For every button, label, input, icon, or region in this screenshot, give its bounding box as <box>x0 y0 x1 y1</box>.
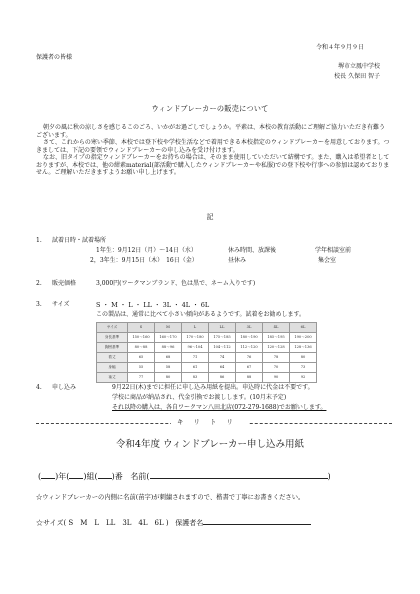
size-chart-cell: 128〜136 <box>290 343 317 353</box>
size-chart-cell: 150〜160 <box>128 333 155 343</box>
size-chart-cell: 71 <box>182 353 209 363</box>
size-chart-cell: 着丈 <box>97 353 128 363</box>
size-note: この製品は、通常に比べて小さい傾向があるようです。試着をお勧めします。 <box>96 311 306 318</box>
size-chart-cell: LL <box>209 323 236 333</box>
item-number: 4. <box>36 384 42 391</box>
class-blank[interactable] <box>69 478 83 479</box>
size-chart-row <box>97 333 317 343</box>
size-chart-cell: 70 <box>263 363 290 373</box>
size-chart-cell: 80〜88 <box>128 343 155 353</box>
size-chart-row <box>97 363 317 373</box>
name-blank[interactable] <box>150 478 328 479</box>
size-chart-cell: 58 <box>155 363 182 373</box>
size-select-row <box>36 519 311 528</box>
size-chart-cell: 74 <box>209 353 236 363</box>
fitting-place-2: 集会室 <box>318 257 337 264</box>
intro-text <box>36 124 390 177</box>
size-chart-table <box>96 322 317 383</box>
intro-paragraph: なお、旧タイプの指定ウィンドブレーカーをお持ちの場合は、そのまま使用していただいて結構です。また、購入は希望者としておりますが、本校では、他の紺素material(部活動で購入したウィンドブレーカーや私服)での登下校や行事への参加は認めておりません。ご理解いただきますようお願い申し上げます。 <box>36 154 390 176</box>
application-line: 9月22日(木)までに担任に申し込み用紙を提出。申込時に代金は不要です。 <box>112 384 314 391</box>
fitting-grade-2: 2，3年生：9月15日（木） 16日（金） <box>90 257 198 264</box>
size-chart-cell: 90 <box>263 373 290 383</box>
size-chart-cell: 3L <box>236 323 263 333</box>
application-line: それ以降の購入は、各自ワークマン八田北店(072-279-1688)でお願いします。 <box>112 404 327 411</box>
grade-label: 年 <box>58 472 67 481</box>
form-title: 令和4年度 ウィンドブレーカー申し込み用紙 <box>115 439 305 450</box>
item-number: 1. <box>36 237 42 244</box>
size-chart-cell: 80 <box>155 373 182 383</box>
size-chart-cell: L <box>182 323 209 333</box>
class-label: 組 <box>86 472 95 481</box>
size-chart-cell: 112〜120 <box>236 343 263 353</box>
principal-name: 校長 久保田 智子 <box>334 73 380 80</box>
application-line: 学校に商品が納品され、代金引換でお渡しします。(10月末予定) <box>112 394 287 401</box>
size-chart-cell: 92 <box>290 373 317 383</box>
size-chart-cell: 64 <box>209 363 236 373</box>
guardian-label: 保護者名 <box>175 519 204 527</box>
size-chart-cell: 190〜200 <box>290 333 317 343</box>
size-chart-cell: 180〜190 <box>236 333 263 343</box>
size-chart-cell: 65 <box>128 353 155 363</box>
document-date: 令和４年９月９日 <box>315 44 364 51</box>
number-blank[interactable] <box>98 478 112 479</box>
size-chart-row <box>97 373 317 383</box>
size-chart-cell: 88〜96 <box>155 343 182 353</box>
price-value: 3,000円(ワークマンブランド、色は黒で、ネーム入りです) <box>96 280 256 287</box>
size-chart-row <box>97 353 317 363</box>
size-chart-cell: 61 <box>182 363 209 373</box>
size-chart-cell: 80 <box>290 353 317 363</box>
intro-paragraph: さて、これからの寒い季節、本校では登下校や学校生活などで着用できる本校指定のウィンドブレーカーを用意しております。つきましては、下記の要領でウィンドブレーカーの申し込みを受け付けます。 <box>36 139 390 154</box>
size-chart-cell: 83 <box>182 373 209 383</box>
size-chart-cell: 78 <box>263 353 290 363</box>
fitting-place-1: 学年相談室前 <box>315 247 352 254</box>
size-chart-row <box>97 323 317 333</box>
size-chart-cell: M <box>155 323 182 333</box>
ki-heading: 記 <box>206 213 214 221</box>
size-chart-cell: 6L <box>290 323 317 333</box>
size-chart-cell: 身長基準 <box>97 333 128 343</box>
size-list: S ・ M ・ L ・ LL ・ 3L ・ 4L ・ 6L <box>96 301 210 309</box>
size-chart-cell: 身幅 <box>97 363 128 373</box>
size-chart-cell: 160〜170 <box>155 333 182 343</box>
size-chart-cell: 4L <box>263 323 290 333</box>
document-title: ウィンドブレーカーの販売について <box>151 104 269 113</box>
number-label: 番 <box>114 472 123 481</box>
name-label: 名前 <box>130 472 147 481</box>
size-chart-cell: サイズ <box>97 323 128 333</box>
size-chart-cell: 55 <box>128 363 155 373</box>
size-chart-cell: 88 <box>236 373 263 383</box>
size-chart-cell: S <box>128 323 155 333</box>
item-number: 2. <box>36 280 42 287</box>
size-chart-cell: 104〜112 <box>209 343 236 353</box>
fitting-time-2: 昼休み <box>228 257 247 264</box>
size-chart-cell: 73 <box>290 363 317 373</box>
size-chart-row <box>97 343 317 353</box>
item-label: 試着日時・試着場所 <box>52 237 107 244</box>
size-chart-cell: 120〜128 <box>263 343 290 353</box>
size-chart-cell: 86 <box>209 373 236 383</box>
size-chart-cell: 67 <box>236 363 263 373</box>
item-number: 3. <box>36 301 42 308</box>
fitting-time-1: 休み時間、放課後 <box>228 247 277 254</box>
size-chart-cell: 96〜104 <box>182 343 209 353</box>
school-name: 堺市立鳳中学校 <box>337 63 380 70</box>
form-note: ☆ウィンドブレーカーの内側に名前(苗字)が刺繍されますので、楷書で丁寧にお書きください。 <box>36 494 305 501</box>
addressee: 保護者の皆様 <box>36 54 73 61</box>
item-label: 申し込み <box>52 384 77 391</box>
size-chart-cell: 170〜180 <box>182 333 209 343</box>
size-chart-cell: 175〜185 <box>209 333 236 343</box>
size-select-close: ) <box>165 519 169 527</box>
student-info-row: ( )年( )組( )番 名前( ) <box>38 472 331 481</box>
item-label: サイズ <box>52 301 70 308</box>
guardian-name-blank[interactable] <box>203 524 311 525</box>
size-chart-cell: 68 <box>155 353 182 363</box>
size-chart-cell: 袖丈 <box>97 373 128 383</box>
size-chart-cell: 76 <box>236 353 263 363</box>
size-chart-cell: 185〜195 <box>263 333 290 343</box>
cut-label: キリトリ <box>171 418 249 426</box>
size-chart-cell: 77 <box>128 373 155 383</box>
item-label: 販売価格 <box>52 280 77 287</box>
size-options[interactable]: S M L LL 3L 4L 6L <box>68 519 164 527</box>
cut-label-wrap <box>0 418 420 427</box>
size-chart-cell: 胸囲基準 <box>97 343 128 353</box>
intro-paragraph: 朝夕の風に秋の涼しさを感じるこのごろ、いかがお過ごしでしょうか。平素は、本校の教育活動にご理解ご協力いただき有難うございます。 <box>36 124 386 139</box>
size-select-label: ☆サイズ( <box>36 519 67 527</box>
fitting-grade-1: 1年生：9月12日（月）〜14日（水） <box>96 247 197 254</box>
grade-blank[interactable] <box>41 478 55 479</box>
